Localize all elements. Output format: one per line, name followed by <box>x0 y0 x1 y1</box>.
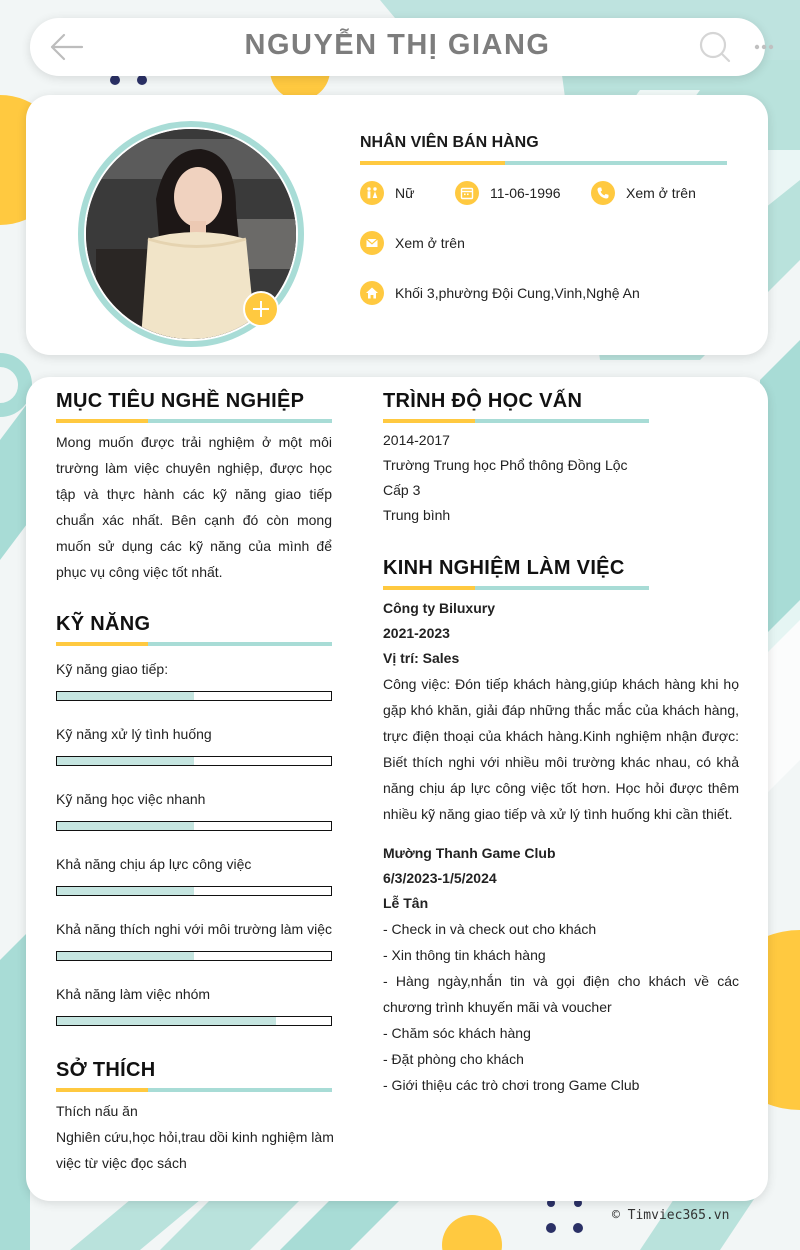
objective-underline <box>56 419 332 423</box>
job-entry-2 <box>383 841 739 916</box>
email-value: Xem ở trên <box>395 235 465 251</box>
experience-underline <box>383 586 649 590</box>
task-item: - Giới thiệu các trò chơi trong Game Club <box>383 1077 640 1093</box>
birthdate-value: 11-06-1996 <box>490 185 561 201</box>
header-bar <box>30 18 765 76</box>
more-options-icon[interactable] <box>754 44 774 50</box>
skill-progress-fill <box>57 1017 276 1025</box>
skill-progress-fill <box>57 887 194 895</box>
skill-label: Khả năng chịu áp lực công việc <box>56 856 252 872</box>
job-period: 6/3/2023-1/5/2024 <box>383 870 497 886</box>
job-role: Vị trí: Sales <box>383 650 460 666</box>
copyright-footer: © Timviec365.vn <box>612 1208 730 1223</box>
skill-label: Kỹ năng học việc nhanh <box>56 791 206 807</box>
job-title: NHÂN VIÊN BÁN HÀNG <box>360 134 539 151</box>
job-company: Mường Thanh Game Club <box>383 845 556 861</box>
skill-progress-bar <box>56 1016 332 1026</box>
job-company: Công ty Biluxury <box>383 600 496 616</box>
calendar-icon <box>455 181 479 205</box>
job-entry-1 <box>383 596 739 671</box>
education-title: TRÌNH ĐỘ HỌC VẤN <box>383 390 583 412</box>
task-item: - Đặt phòng cho khách <box>383 1051 524 1067</box>
phone-info <box>591 181 696 205</box>
education-details <box>383 428 743 528</box>
skill-label: Khả năng thích nghi với môi trường làm việc <box>56 921 332 937</box>
hobby-item: Thích nấu ăn <box>56 1103 138 1119</box>
skills-underline <box>56 642 332 646</box>
job-title-underline <box>360 161 727 165</box>
address-value: Khối 3,phường Đội Cung,Vinh,Nghệ An <box>395 285 640 301</box>
address-info <box>360 281 640 305</box>
hobbies-title: SỞ THÍCH <box>56 1059 156 1081</box>
page-title: NGUYỄN THỊ GIANG <box>244 29 551 61</box>
gender-value: Nữ <box>395 185 415 201</box>
skill-progress-fill <box>57 692 194 700</box>
experience-title: KINH NGHIỆM LÀM VIỆC <box>383 557 625 579</box>
education-school: Trường Trung học Phổ thông Đồng Lộc <box>383 457 628 473</box>
birthdate-info <box>455 181 561 205</box>
task-item: - Chăm sóc khách hàng <box>383 1025 531 1041</box>
phone-value: Xem ở trên <box>626 185 696 201</box>
main-content-card <box>26 377 768 1201</box>
skill-progress-bar <box>56 821 332 831</box>
job-role: Lễ Tân <box>383 895 429 911</box>
search-icon[interactable] <box>698 30 732 64</box>
task-item: - Hàng ngày,nhắn tin và gọi điện cho khách về các chương trình khuyến mãi và voucher <box>383 973 739 1015</box>
skill-progress-bar <box>56 951 332 961</box>
skill-label: Kỹ năng giao tiếp: <box>56 661 169 677</box>
education-grade: Trung bình <box>383 507 451 523</box>
email-icon <box>360 231 384 255</box>
job-description: Công việc: Đón tiếp khách hàng,giúp khách hàng khi họ gặp khó khăn, giải đáp những thắc mắc của khách hàng, trực điện thoại của khách hàng.Kinh nghiệm nhận được: Biết thích nghi với nhiều môi trường khác nhau, có khả năng chịu áp lực công việc tốt hơn. Học hỏi được thêm nhiều kỹ năng giao tiếp và xử lý tình huống khi cần thiết. <box>383 676 739 822</box>
objective-text: Mong muốn được trải nghiệm ở một môi trường làm việc chuyên nghiệp, được học tập và thực hành các kỹ năng giao tiếp chuẩn xác nhất. Bên cạnh đó còn mong muốn sử dụng các kỹ năng của mình để phục vụ công việc tốt nhất. <box>56 434 332 580</box>
task-item: - Check in và check out cho khách <box>383 921 597 937</box>
job-period: 2021-2023 <box>383 625 450 641</box>
gender-info <box>360 181 414 205</box>
objective-title: MỤC TIÊU NGHỀ NGHIỆP <box>56 390 305 412</box>
skill-progress-bar <box>56 886 332 896</box>
education-period: 2014-2017 <box>383 432 450 448</box>
skill-progress-bar <box>56 756 332 766</box>
skill-label: Kỹ năng xử lý tình huống <box>56 726 212 742</box>
hobbies-underline <box>56 1088 332 1092</box>
phone-icon <box>591 181 615 205</box>
hobby-item: Nghiên cứu,học hỏi,trau dồi kinh nghiệm làm việc từ việc đọc sách <box>56 1129 334 1171</box>
skills-title: KỸ NĂNG <box>56 613 151 635</box>
task-item: - Xin thông tin khách hàng <box>383 947 546 963</box>
education-underline <box>383 419 649 423</box>
email-info <box>360 231 465 255</box>
profile-card <box>26 95 768 355</box>
skill-progress-fill <box>57 757 194 765</box>
add-photo-button[interactable] <box>243 291 279 327</box>
skill-progress-fill <box>57 952 194 960</box>
skill-label: Khả năng làm việc nhóm <box>56 986 211 1002</box>
skill-progress-bar <box>56 691 332 701</box>
skill-progress-fill <box>57 822 194 830</box>
education-level: Cấp 3 <box>383 482 421 498</box>
hobbies-list <box>56 1098 336 1176</box>
job-tasks <box>383 916 739 1098</box>
home-icon <box>360 281 384 305</box>
gender-icon <box>360 181 384 205</box>
